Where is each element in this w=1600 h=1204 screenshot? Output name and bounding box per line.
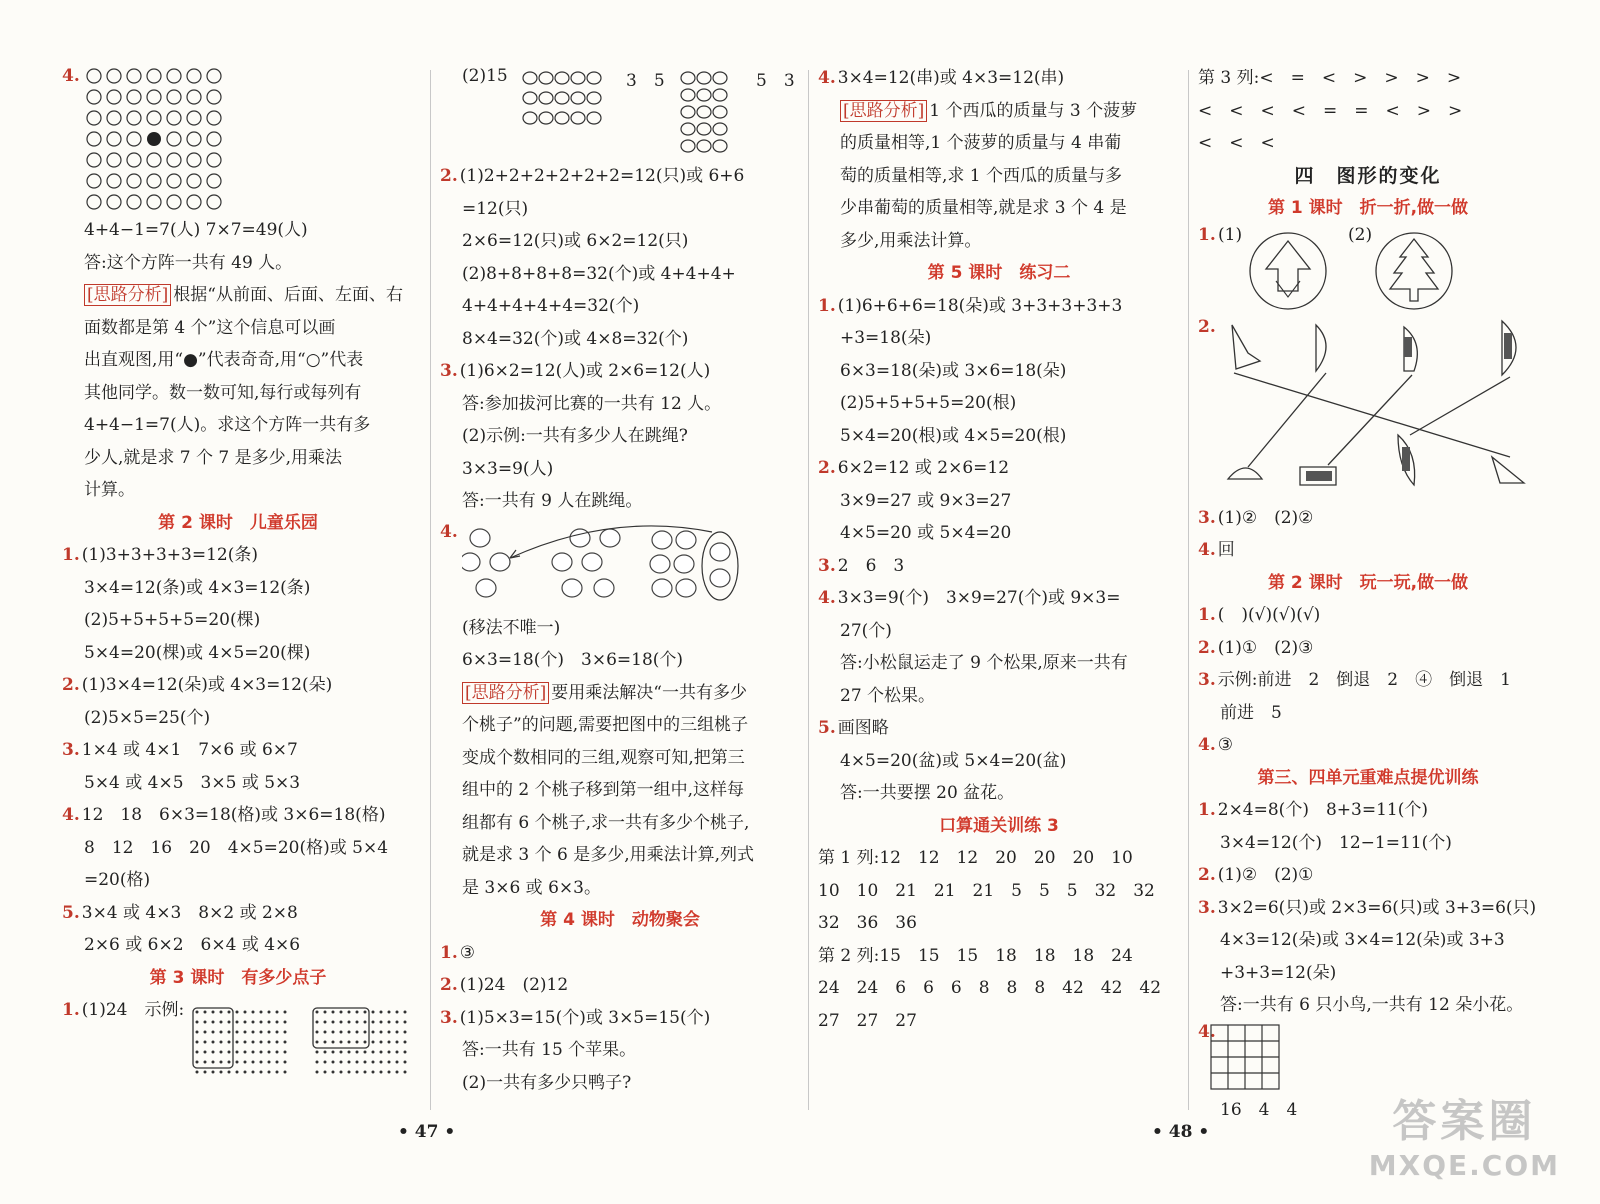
q-num: 3.: [1198, 897, 1216, 918]
text: 12 18 6×3=18(格)或 3×6=18(格): [81, 805, 386, 825]
text-line: 答:一共要摆 20 盆花。: [840, 783, 1015, 803]
q-num: 3.: [440, 1007, 458, 1028]
q-num: 4.: [818, 588, 836, 608]
text-line: 24 24 6 6 6 8 8 8 42 42 42: [818, 978, 1162, 998]
text: (2)15: [462, 66, 508, 86]
section-heading: 第 2 课时 儿童乐园: [158, 512, 318, 533]
analysis-tag: [思路分析]: [840, 100, 927, 122]
peach-groups-illustration: [462, 520, 762, 610]
q-num: 4.: [1198, 1021, 1216, 1042]
text-line: +3=18(朵): [840, 328, 932, 348]
text-line: =12(只): [462, 198, 529, 219]
text-line: (2)示例:一共有多少人在跳绳?: [462, 426, 688, 446]
text-line: 第 3 列:< = < > > > >: [1198, 68, 1462, 88]
text-line: [818, 582, 1180, 615]
q-num: 1.: [62, 545, 80, 565]
text-line: 个桃子”的问题,需要把图中的三组桃子: [462, 715, 749, 735]
matching-figure: [1198, 317, 1538, 502]
text: (1)6+6+6=18(朵)或 3+3+3+3+3: [837, 295, 1123, 316]
text-line: [440, 1002, 800, 1035]
text: 5 3: [756, 71, 795, 91]
text: 2×4=8(个) 8+3=11(个): [1217, 800, 1428, 820]
text-line: 27(个): [840, 620, 892, 641]
analysis-tag: [思路分析]: [84, 284, 171, 306]
text: 2 6 3: [837, 555, 905, 576]
section-heading: 第 3 课时 有多少点子: [149, 967, 327, 988]
text-line: (移法不唯一): [462, 617, 561, 638]
text: (1)3×4=12(朵)或 4×3=12(朵): [81, 675, 333, 695]
q-num: 2.: [818, 458, 836, 478]
grid-figure: [1198, 1022, 1538, 1094]
q-num: 3.: [440, 361, 458, 381]
column-divider: [1188, 70, 1189, 1110]
q-num: 2.: [440, 975, 458, 995]
text: ( )(√)(√)(√): [1217, 605, 1321, 625]
text-line: 2×6 或 6×2 6×4 或 4×6: [84, 935, 301, 955]
peach-figure: [440, 518, 800, 612]
text-line: [62, 539, 414, 572]
text-line: [818, 550, 1180, 583]
text: ③: [459, 942, 475, 963]
q-num: 3.: [1198, 507, 1216, 528]
text-line: 答:参加拔河比赛的一共有 12 人。: [462, 393, 722, 414]
text-line: [818, 712, 1180, 745]
watermark-text: 答案圈: [1392, 1096, 1537, 1147]
text-line: [440, 937, 800, 970]
text-line: [62, 279, 414, 312]
text-line: (2)8+8+8+8=32(个)或 4+4+4+: [462, 263, 736, 284]
text-line: (2)5+5+5+5=20(根): [840, 393, 1017, 413]
text-line: 3×4=12(个) 12−1=11(个): [1220, 832, 1452, 853]
text-line: 4×5=20(盆)或 5×4=20(盆): [840, 750, 1067, 771]
text-line: =20(格): [84, 870, 151, 890]
dot-array-figure: [192, 1007, 422, 1083]
section-heading: 第三、四单元重难点提优训练: [1257, 767, 1479, 788]
column-2: [440, 62, 800, 1099]
text-line: 答:小松鼠运走了 9 个松果,原来一共有: [840, 653, 1128, 673]
text-line: 前进 5: [1220, 702, 1282, 723]
text: ③: [1217, 735, 1233, 755]
text: 根据“从前面、后面、左面、右: [173, 285, 403, 305]
folded-tree-illustration: [1372, 229, 1456, 313]
text-line: [440, 969, 800, 1002]
q-num: 2.: [440, 166, 458, 186]
text: 3 5: [626, 71, 665, 91]
text-line: +3+3=12(朵): [1220, 962, 1337, 983]
text-line: < < <: [1198, 133, 1275, 153]
analysis-tag: [思路分析]: [462, 682, 549, 704]
text-line: 答:一共有 6 只小鸟,一共有 12 朵小花。: [1220, 995, 1524, 1015]
column-3: [818, 62, 1180, 1037]
text: 3×2=6(只)或 2×3=6(只)或 3+3=6(只): [1217, 897, 1537, 918]
array-figure: [440, 62, 800, 160]
q-num: 1.: [818, 295, 836, 316]
q-num: 4.: [440, 521, 458, 542]
text: (2): [1348, 224, 1373, 245]
section-heading: 口算通关训练 3: [939, 815, 1059, 836]
text-line: [62, 897, 414, 930]
text: (1)24 示例:: [81, 1000, 185, 1020]
text: (1)① (2)③: [1217, 637, 1314, 658]
fold-figure: [1198, 225, 1538, 317]
text-line: 出直观图,用“●”代表奇奇,用“○”代表: [84, 350, 364, 370]
column-1: [62, 62, 414, 1027]
text-line: 4+4−1=7(人)。求这个方阵一共有多: [84, 415, 371, 435]
text-line: [1198, 794, 1538, 827]
q-num: 4.: [818, 68, 836, 88]
text: (1)24 (2)12: [459, 975, 569, 995]
text-line: 10 10 21 21 21 5 5 5 32 32: [818, 880, 1155, 901]
text-line: 答:一共有 9 人在跳绳。: [462, 491, 643, 511]
text-line: [62, 669, 414, 702]
text: 1 个西瓜的质量与 3 个菠萝: [929, 100, 1138, 121]
text: 画图略: [837, 718, 889, 738]
q-num: 1.: [1198, 224, 1216, 245]
q-num: 3.: [62, 740, 80, 760]
text-line: [440, 355, 800, 388]
q-num: 2.: [1198, 865, 1216, 885]
text-line: 组都有 6 个桃子,求一共有多少个桃子,: [462, 812, 750, 833]
page-number-left: • 47 •: [398, 1122, 456, 1142]
text-line: 5×4=20(棵)或 4×5=20(棵): [84, 642, 311, 663]
unit-title: 四 图形的变化: [1294, 164, 1442, 187]
text-line: [1198, 534, 1538, 567]
text-line: [440, 677, 800, 710]
text-line: 答:这个方阵一共有 49 人。: [84, 252, 293, 273]
text-line: [818, 290, 1180, 323]
text-line: 32 36 36: [818, 913, 917, 933]
text-line: [1198, 599, 1538, 632]
text-line: 2×6=12(只)或 6×2=12(只): [462, 231, 689, 251]
q-num: 3.: [818, 555, 836, 576]
text: 3×4 或 4×3 8×2 或 2×8: [81, 902, 298, 923]
text-line: 第 2 列:15 15 15 18 18 18 24: [818, 945, 1133, 966]
text-line: [62, 734, 414, 767]
text-line: 多少,用乘法计算。: [840, 230, 982, 251]
text: (1)② (2)②: [1217, 507, 1314, 528]
text-line: 4×5=20 或 5×4=20: [840, 523, 1012, 543]
column-divider: [808, 70, 809, 1110]
text-line: [62, 799, 414, 832]
text-line: 组中的 2 个桃子移到第一组中,这样每: [462, 780, 745, 800]
text-line: 就是求 3 个 6 是多少,用乘法计算,列式: [462, 845, 755, 865]
text-line: 萄的质量相等,求 1 个西瓜的质量与多: [840, 165, 1123, 186]
text-line: 6×3=18(朵)或 3×6=18(朵): [840, 360, 1067, 381]
watermark-logo: [1369, 1085, 1560, 1182]
text-line: 27 个松果。: [840, 685, 936, 706]
text: (1): [1218, 224, 1243, 245]
text-line: (2)一共有多少只鸭子?: [462, 1072, 632, 1093]
q-num: 1.: [1198, 605, 1216, 625]
column-4: [1198, 62, 1538, 1126]
text-line: 8 12 16 20 4×5=20(格)或 5×4: [84, 837, 389, 858]
q-num: 1.: [62, 1000, 80, 1020]
text-line: 6×3=18(个) 3×6=18(个): [462, 650, 684, 670]
section-heading: 第 2 课时 玩一玩,做一做: [1267, 572, 1469, 593]
column-divider: [430, 70, 431, 1110]
text-line: 面数都是第 4 个”这个信息可以画: [84, 317, 336, 338]
text-line: 16 4 4: [1220, 1099, 1298, 1120]
text-line: 8×4=32(个)或 4×8=32(个): [462, 328, 689, 349]
text-line: [440, 160, 800, 193]
q-num: 4.: [1198, 540, 1216, 560]
q-num: 4.: [1198, 735, 1216, 755]
text-line: 4+4−1=7(人) 7×7=49(人): [84, 220, 308, 240]
text-line: 27 27 27: [818, 1010, 917, 1031]
q-num: 4.: [62, 805, 80, 825]
text: 1×4 或 4×1 7×6 或 6×7: [81, 740, 298, 760]
q-num: 2.: [1198, 637, 1216, 658]
square-grid-illustration: [1210, 1024, 1282, 1092]
text-line: [1198, 664, 1538, 697]
watermark-url: MXQE.COM: [1368, 1149, 1560, 1182]
text-line: (2)5×5=25(个): [84, 707, 211, 728]
text-line: 其他同学。数一数可知,每行或每列有: [84, 382, 362, 403]
text-line: [818, 452, 1180, 485]
page-number-right: • 48 •: [1152, 1122, 1210, 1142]
text-line: 4×3=12(朵)或 3×4=12(朵)或 3+3: [1220, 930, 1505, 950]
text: 要用乘法解决“一共有多少: [551, 682, 747, 703]
circle-grid-figure: [84, 66, 234, 212]
text: 6×2=12 或 2×6=12: [837, 458, 1010, 478]
symmetry-matching-illustration: [1218, 317, 1538, 502]
text: (1)6×2=12(人)或 2×6=12(人): [459, 361, 711, 381]
text: 示例:前进 2 倒退 2 ④ 倒退 1: [1217, 670, 1511, 690]
q-num: 3.: [1198, 670, 1216, 690]
text-line: 第 1 列:12 12 12 20 20 20 10: [818, 848, 1133, 868]
text-line: 变成个数相同的三组,观察可知,把第三: [462, 747, 745, 768]
text: 3×3=9(个) 3×9=27(个)或 9×3=: [837, 588, 1121, 608]
text-line: 5×4 或 4×5 3×5 或 5×3: [84, 772, 301, 793]
q-num: 2.: [62, 675, 80, 695]
text-line: [818, 62, 1180, 95]
folded-arrow-illustration: [1246, 229, 1330, 313]
text: 回: [1217, 540, 1235, 560]
text-line: (2)5+5+5+5=20(棵): [84, 610, 261, 630]
text-line: [1198, 859, 1538, 892]
text-line: 是 3×6 或 6×3。: [462, 877, 601, 898]
text-line: 少人,就是求 7 个 7 是多少,用乘法: [84, 447, 343, 468]
text-line: 答:一共有 15 个苹果。: [462, 1040, 637, 1060]
text: 3×4=12(串)或 4×3=12(串): [837, 68, 1065, 88]
text-line: 的质量相等,1 个菠萝的质量与 4 串葡: [840, 133, 1122, 153]
q-num: 2.: [1198, 316, 1216, 337]
oval-array-1: [522, 70, 612, 130]
text: (1)② (2)①: [1217, 865, 1314, 885]
text-line: [1198, 892, 1538, 925]
q-num: 5.: [62, 902, 80, 923]
q-num: 5.: [818, 718, 836, 738]
text-line: 4+4+4+4+4=32(个): [462, 296, 640, 316]
oval-array-2: [680, 70, 742, 160]
text-line: 5×4=20(根)或 4×5=20(根): [840, 425, 1067, 446]
text-line: 3×4=12(条)或 4×3=12(条): [84, 577, 311, 598]
section-heading: 第 4 课时 动物聚会: [540, 910, 700, 930]
text-line: [1198, 729, 1538, 762]
formation-figure: [62, 62, 414, 214]
text-line: 少串葡萄的质量相等,就是求 3 个 4 是: [840, 198, 1127, 218]
q-num: 1.: [1198, 800, 1216, 820]
section-heading: 第 5 课时 练习二: [927, 263, 1071, 283]
text: (1)3+3+3+3=12(条): [81, 545, 258, 565]
text: (1)5×3=15(个)或 3×5=15(个): [459, 1007, 711, 1028]
text-line: [1198, 632, 1538, 665]
text: (1)2+2+2+2+2+2=12(只)或 6+6: [459, 166, 745, 186]
text-line: 3×3=9(人): [462, 458, 554, 479]
section-heading: 第 1 课时 折一折,做一做: [1267, 198, 1469, 218]
text-line: < < < < = = < > >: [1198, 100, 1463, 121]
text-line: [1198, 502, 1538, 535]
text-line: [818, 95, 1180, 128]
text-line: 3×9=27 或 9×3=27: [840, 490, 1012, 511]
text-line: 计算。: [84, 480, 135, 500]
q-num: 1.: [440, 942, 458, 963]
q-num: 4.: [62, 66, 80, 86]
